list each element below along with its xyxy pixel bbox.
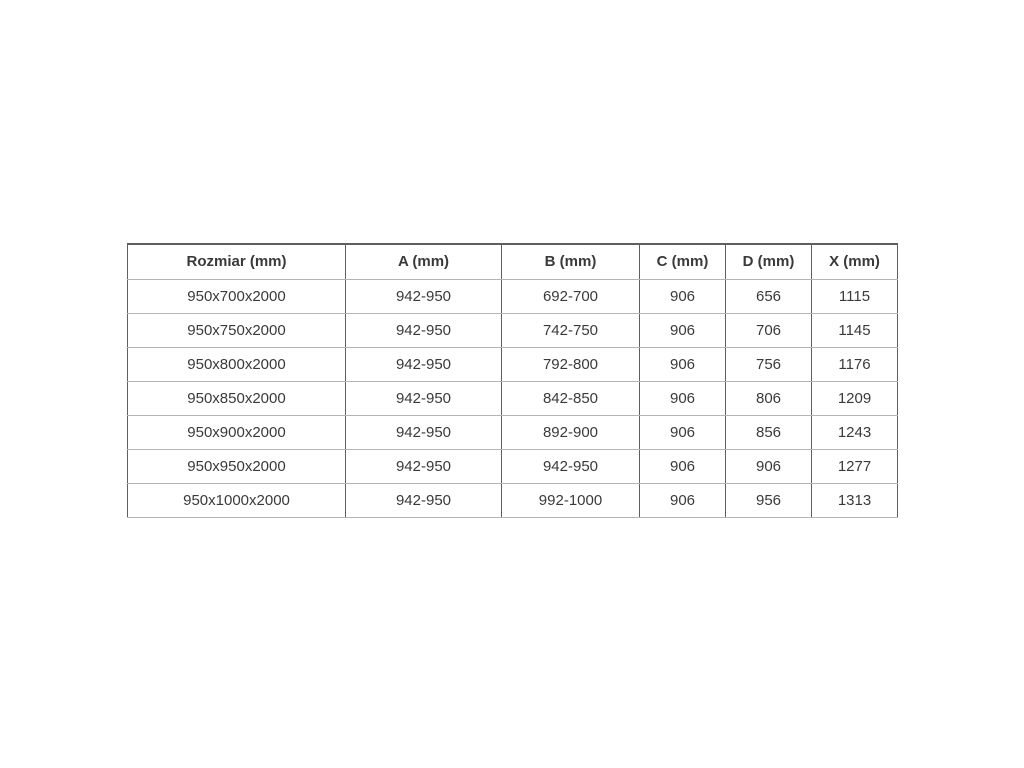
column-header: X (mm) bbox=[812, 244, 898, 279]
table-cell: 856 bbox=[726, 415, 812, 449]
table-cell: 906 bbox=[640, 381, 726, 415]
table-row bbox=[128, 347, 898, 381]
table-row bbox=[128, 313, 898, 347]
table-cell: 892-900 bbox=[502, 415, 640, 449]
column-header: D (mm) bbox=[726, 244, 812, 279]
table-header-row bbox=[128, 244, 898, 279]
table-cell: 942-950 bbox=[346, 381, 502, 415]
table-cell: 942-950 bbox=[346, 347, 502, 381]
table-cell: 942-950 bbox=[502, 449, 640, 483]
table-cell: 1313 bbox=[812, 483, 898, 517]
table-cell: 792-800 bbox=[502, 347, 640, 381]
table-cell: 756 bbox=[726, 347, 812, 381]
table-cell: 906 bbox=[640, 347, 726, 381]
table-cell: 942-950 bbox=[346, 279, 502, 313]
table-cell: 950x850x2000 bbox=[128, 381, 346, 415]
table-cell: 956 bbox=[726, 483, 812, 517]
table-cell: 1209 bbox=[812, 381, 898, 415]
table-row bbox=[128, 415, 898, 449]
table-row bbox=[128, 449, 898, 483]
table-cell: 942-950 bbox=[346, 415, 502, 449]
table-cell: 906 bbox=[640, 415, 726, 449]
table-cell: 950x750x2000 bbox=[128, 313, 346, 347]
table-cell: 992-1000 bbox=[502, 483, 640, 517]
table-cell: 806 bbox=[726, 381, 812, 415]
table-cell: 950x700x2000 bbox=[128, 279, 346, 313]
table-row bbox=[128, 483, 898, 517]
table-cell: 906 bbox=[726, 449, 812, 483]
table-cell: 656 bbox=[726, 279, 812, 313]
table-cell: 950x800x2000 bbox=[128, 347, 346, 381]
table-cell: 906 bbox=[640, 449, 726, 483]
table-cell: 942-950 bbox=[346, 313, 502, 347]
table-cell: 742-750 bbox=[502, 313, 640, 347]
shower-dimensions-spec-table bbox=[127, 243, 898, 518]
table-cell: 906 bbox=[640, 313, 726, 347]
table-cell: 1243 bbox=[812, 415, 898, 449]
table-cell: 906 bbox=[640, 483, 726, 517]
table-cell: 942-950 bbox=[346, 483, 502, 517]
table-cell: 950x1000x2000 bbox=[128, 483, 346, 517]
table-cell: 706 bbox=[726, 313, 812, 347]
table-cell: 1277 bbox=[812, 449, 898, 483]
column-header: A (mm) bbox=[346, 244, 502, 279]
table-cell: 1145 bbox=[812, 313, 898, 347]
column-header: Rozmiar (mm) bbox=[128, 244, 346, 279]
column-header: C (mm) bbox=[640, 244, 726, 279]
table-row bbox=[128, 381, 898, 415]
table-cell: 906 bbox=[640, 279, 726, 313]
table-cell: 842-850 bbox=[502, 381, 640, 415]
table-cell: 1176 bbox=[812, 347, 898, 381]
table-cell: 1115 bbox=[812, 279, 898, 313]
table-cell: 692-700 bbox=[502, 279, 640, 313]
table-cell: 942-950 bbox=[346, 449, 502, 483]
table-cell: 950x950x2000 bbox=[128, 449, 346, 483]
table-cell: 950x900x2000 bbox=[128, 415, 346, 449]
column-header: B (mm) bbox=[502, 244, 640, 279]
table-row bbox=[128, 279, 898, 313]
